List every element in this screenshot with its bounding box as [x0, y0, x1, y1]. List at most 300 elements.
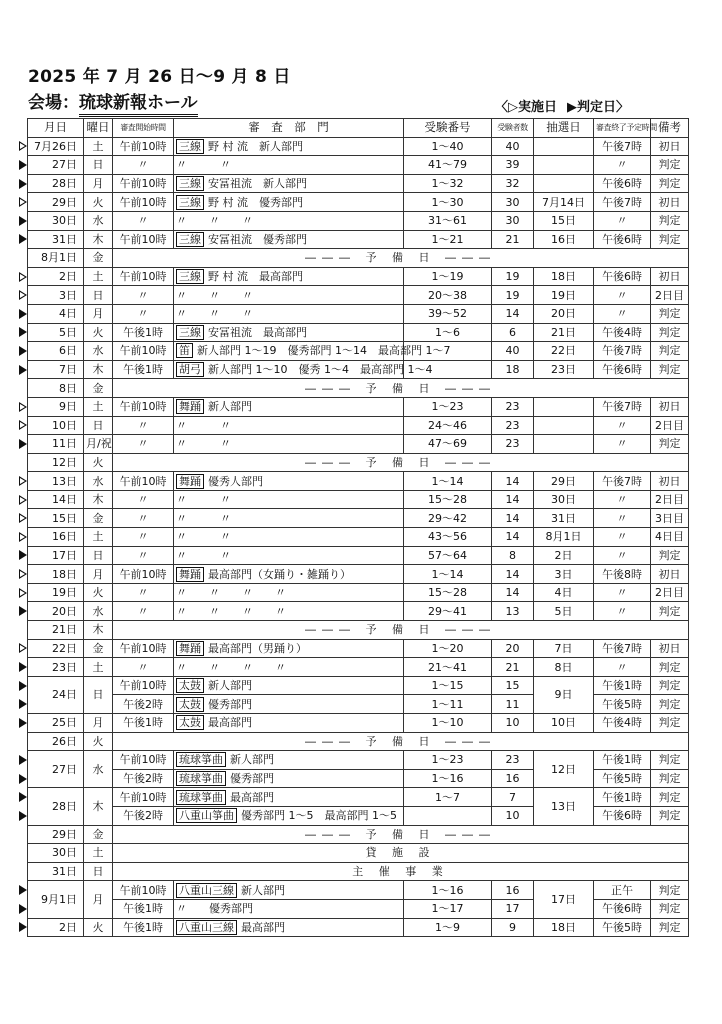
table-header-row — [28, 119, 689, 138]
table-row — [28, 602, 689, 621]
reserve-note: ――― 予 備 日 ――― — [113, 453, 689, 472]
start-time-cell: 午後2時 — [113, 695, 174, 714]
table-row — [28, 453, 689, 472]
date-cell: 15日 — [28, 509, 84, 528]
department-text: 新人部門 — [230, 753, 274, 767]
exam-number-cell: 21～41 — [404, 658, 492, 677]
table-row — [28, 732, 689, 751]
notes-cell: 2日目 — [651, 286, 689, 305]
lottery-date-cell: 4日 — [534, 583, 594, 602]
start-time-cell: 午前10時 — [113, 174, 174, 193]
start-time-cell: 〃 — [113, 416, 174, 435]
examinee-count-cell: 11 — [492, 695, 534, 714]
date-cell: 28日 — [28, 788, 84, 825]
department-cell — [174, 602, 404, 621]
department-cell — [174, 435, 404, 454]
end-time-cell: 午後5時 — [594, 769, 651, 788]
category-badge: 舞踊 — [176, 641, 204, 656]
table-row — [28, 639, 689, 658]
exam-day-marker-icon — [19, 495, 27, 505]
examinee-count-cell: 14 — [492, 583, 534, 602]
exam-day-marker-icon — [19, 197, 27, 207]
department-cell — [174, 806, 404, 825]
lottery-date-cell: 18日 — [534, 267, 594, 286]
department-cell — [174, 546, 404, 565]
department-text: 最高部門 — [241, 920, 285, 934]
table-row — [28, 360, 689, 379]
dow-cell: 木 — [84, 360, 113, 379]
table-row — [28, 230, 689, 249]
exam-day-marker-icon — [19, 272, 27, 282]
department-text: 優秀人部門 — [208, 474, 263, 488]
judgement-day-marker-icon — [19, 755, 27, 765]
exam-number-cell: 1～14 — [404, 565, 492, 584]
notes-cell: 判定 — [651, 788, 689, 807]
lottery-date-cell — [534, 156, 594, 175]
judgement-day-marker-icon — [19, 904, 27, 914]
start-time-cell: 〃 — [113, 286, 174, 305]
exam-number-cell: 1～10 — [404, 714, 492, 733]
end-time-cell: 午後4時 — [594, 323, 651, 342]
start-time-cell: 午前10時 — [113, 230, 174, 249]
notes-cell: 判定 — [651, 899, 689, 918]
table-row — [28, 193, 689, 212]
examinee-count-cell: 19 — [492, 267, 534, 286]
notes-cell: 判定 — [651, 676, 689, 695]
examinee-count-cell: 10 — [492, 714, 534, 733]
end-time-cell: 午後1時 — [594, 788, 651, 807]
lottery-date-cell: 29日 — [534, 472, 594, 491]
lottery-date-cell: 12日 — [534, 751, 594, 788]
department-cell — [174, 676, 404, 695]
dow-cell: 土 — [84, 267, 113, 286]
notes-cell: 初日 — [651, 137, 689, 156]
notes-cell: 判定 — [651, 230, 689, 249]
date-range: 2025 年 7 月 26 日～9 月 8 日 — [28, 67, 291, 87]
department-text: 〃 〃 〃 — [176, 288, 253, 302]
start-time-cell: 〃 — [113, 658, 174, 677]
category-badge: 舞踊 — [176, 567, 204, 582]
exam-day-marker-icon — [19, 643, 27, 653]
table-row — [28, 844, 689, 863]
start-time-cell: 午前10時 — [113, 788, 174, 807]
dow-cell: 水 — [84, 602, 113, 621]
date-cell: 13日 — [28, 472, 84, 491]
table-row — [28, 490, 689, 509]
date-cell: 19日 — [28, 583, 84, 602]
department-text: 優秀部門 1～5 最高部門 1～5 — [241, 809, 397, 823]
department-text: 最高部門（男踊り） — [208, 641, 307, 655]
date-cell: 26日 — [28, 732, 84, 751]
date-cell: 14日 — [28, 490, 84, 509]
dow-cell: 土 — [84, 658, 113, 677]
department-cell — [174, 137, 404, 156]
end-time-cell: 午後7時 — [594, 193, 651, 212]
end-time-cell: 午後7時 — [594, 397, 651, 416]
col-exam-number: 受験番号 — [404, 119, 492, 138]
lottery-date-cell: 22日 — [534, 342, 594, 361]
date-cell: 17日 — [28, 546, 84, 565]
category-badge: 胡弓 — [176, 362, 204, 377]
exam-day-marker-icon — [19, 588, 27, 598]
dow-cell: 水 — [84, 751, 113, 788]
category-badge: 舞踊 — [176, 399, 204, 414]
table-row — [28, 416, 689, 435]
table-row — [28, 825, 689, 844]
notes-cell: 4日目 — [651, 528, 689, 547]
department-text: 最高部門（女踊り・雑踊り） — [208, 567, 351, 581]
department-text: 〃 優秀部門 — [176, 902, 253, 916]
department-cell — [174, 323, 404, 342]
end-time-cell: 午後6時 — [594, 230, 651, 249]
exam-number-cell: 57～64 — [404, 546, 492, 565]
department-text: 新人部門 1～10 優秀 1～4 最高部門 1～4 — [208, 363, 433, 377]
notes-cell: 判定 — [651, 714, 689, 733]
end-time-cell: 正午 — [594, 881, 651, 900]
table-row — [28, 435, 689, 454]
examinee-count-cell: 15 — [492, 676, 534, 695]
table-row — [28, 676, 689, 695]
examinee-count-cell: 30 — [492, 211, 534, 230]
dow-cell: 土 — [84, 844, 113, 863]
department-cell — [174, 881, 404, 900]
date-cell: 18日 — [28, 565, 84, 584]
department-text: 安冨祖流 優秀部門 — [208, 232, 307, 246]
date-cell: 24日 — [28, 676, 84, 713]
col-lottery-date: 抽選日 — [534, 119, 594, 138]
date-cell: 29日 — [28, 193, 84, 212]
lottery-date-cell: 18日 — [534, 918, 594, 937]
lottery-date-cell: 15日 — [534, 211, 594, 230]
exam-number-cell: 1～23 — [404, 397, 492, 416]
category-badge: 三線 — [176, 195, 204, 210]
start-time-cell: 午前10時 — [113, 472, 174, 491]
dow-cell: 土 — [84, 528, 113, 547]
lottery-date-cell: 21日 — [534, 323, 594, 342]
dow-cell: 日 — [84, 546, 113, 565]
exam-number-cell: 47～69 — [404, 435, 492, 454]
venue-name: 琉球新報ホール — [79, 93, 198, 117]
dow-cell: 火 — [84, 323, 113, 342]
category-badge: 八重山箏曲 — [176, 808, 237, 823]
exam-number-cell: 1～40 — [404, 137, 492, 156]
notes-cell: 初日 — [651, 267, 689, 286]
examinee-count-cell: 9 — [492, 918, 534, 937]
col-start-time: 審査開始時間 — [113, 119, 174, 138]
lottery-date-cell: 19日 — [534, 286, 594, 305]
department-text: 〃 〃 〃 — [176, 307, 253, 321]
examinee-count-cell: 40 — [492, 342, 534, 361]
lottery-date-cell: 2日 — [534, 546, 594, 565]
examinee-count-cell: 40 — [492, 137, 534, 156]
exam-day-marker-icon — [19, 402, 27, 412]
notes-cell: 初日 — [651, 639, 689, 658]
date-cell: 8日 — [28, 379, 84, 398]
start-time-cell: 〃 — [113, 602, 174, 621]
date-cell: 11日 — [28, 435, 84, 454]
table-row — [28, 658, 689, 677]
dow-cell: 日 — [84, 676, 113, 713]
department-text: 最高部門 — [230, 790, 274, 804]
table-row — [28, 583, 689, 602]
start-time-cell: 〃 — [113, 583, 174, 602]
category-badge: 三線 — [176, 325, 204, 340]
end-time-cell: 午後6時 — [594, 806, 651, 825]
judgement-day-marker-icon — [19, 885, 27, 895]
start-time-cell: 〃 — [113, 304, 174, 323]
start-time-cell: 午前10時 — [113, 397, 174, 416]
department-cell — [174, 695, 404, 714]
notes-cell: 3日目 — [651, 509, 689, 528]
end-time-cell: 〃 — [594, 490, 651, 509]
category-badge: 太鼓 — [176, 697, 204, 712]
notes-cell: 初日 — [651, 472, 689, 491]
legend-open-day: 〈▷実施日 — [495, 100, 557, 115]
department-cell — [174, 639, 404, 658]
examinee-count-cell: 30 — [492, 193, 534, 212]
start-time-cell: 午後1時 — [113, 360, 174, 379]
exam-number-cell: 1～21 — [404, 230, 492, 249]
dow-cell: 木 — [84, 490, 113, 509]
examinee-count-cell: 14 — [492, 490, 534, 509]
exam-number-cell: 1～9 — [404, 918, 492, 937]
judgement-day-marker-icon — [19, 160, 27, 170]
category-badge: 琉球箏曲 — [176, 771, 226, 786]
judgement-day-marker-icon — [19, 327, 27, 337]
exam-day-marker-icon — [19, 532, 27, 542]
table-row — [28, 342, 689, 361]
end-time-cell: 午後6時 — [594, 360, 651, 379]
examinee-count-cell: 14 — [492, 472, 534, 491]
notes-cell: 2日目 — [651, 416, 689, 435]
exam-number-cell: 41～79 — [404, 156, 492, 175]
examinee-count-cell: 23 — [492, 435, 534, 454]
start-time-cell: 午前10時 — [113, 676, 174, 695]
dow-cell: 水 — [84, 342, 113, 361]
start-time-cell: 午前10時 — [113, 193, 174, 212]
table-row — [28, 751, 689, 770]
start-time-cell: 午後2時 — [113, 769, 174, 788]
lottery-date-cell — [534, 435, 594, 454]
table-row — [28, 788, 689, 807]
department-cell — [174, 267, 404, 286]
notes-cell: 判定 — [651, 211, 689, 230]
date-cell: 2日 — [28, 267, 84, 286]
dow-cell: 木 — [84, 230, 113, 249]
start-time-cell: 午後1時 — [113, 899, 174, 918]
lottery-date-cell: 8日 — [534, 658, 594, 677]
exam-day-marker-icon — [19, 141, 27, 151]
department-cell — [174, 211, 404, 230]
end-time-cell: 午後7時 — [594, 137, 651, 156]
dow-cell: 金 — [84, 639, 113, 658]
examinee-count-cell: 17 — [492, 899, 534, 918]
exam-number-cell — [404, 806, 492, 825]
exam-day-marker-icon — [19, 513, 27, 523]
lottery-date-cell: 23日 — [534, 360, 594, 379]
notes-cell: 2日目 — [651, 490, 689, 509]
department-cell — [174, 230, 404, 249]
dow-cell: 火 — [84, 193, 113, 212]
table-row — [28, 509, 689, 528]
exam-number-cell: 1～6 — [404, 323, 492, 342]
department-cell — [174, 714, 404, 733]
category-badge: 太鼓 — [176, 715, 204, 730]
table-row — [28, 174, 689, 193]
department-cell — [174, 658, 404, 677]
date-cell: 30日 — [28, 844, 84, 863]
department-cell — [174, 286, 404, 305]
department-text: 〃 〃 — [176, 493, 231, 507]
dow-cell: 金 — [84, 249, 113, 268]
examinee-count-cell: 13 — [492, 602, 534, 621]
table-row — [28, 304, 689, 323]
judgement-day-marker-icon — [19, 179, 27, 189]
date-cell: 8月1日 — [28, 249, 84, 268]
notes-cell: 判定 — [651, 658, 689, 677]
lottery-date-cell: 17日 — [534, 881, 594, 918]
notes-cell: 判定 — [651, 751, 689, 770]
judgement-day-marker-icon — [19, 606, 27, 616]
end-time-cell: 午後7時 — [594, 639, 651, 658]
start-time-cell: 〃 — [113, 490, 174, 509]
end-time-cell: 午後8時 — [594, 565, 651, 584]
notes-cell: 判定 — [651, 174, 689, 193]
judgement-day-marker-icon — [19, 346, 27, 356]
end-time-cell: 午後1時 — [594, 676, 651, 695]
examinee-count-cell: 20 — [492, 639, 534, 658]
start-time-cell: 午前10時 — [113, 137, 174, 156]
notes-cell: 初日 — [651, 565, 689, 584]
exam-number-cell: 24～46 — [404, 416, 492, 435]
end-time-cell: 午後5時 — [594, 918, 651, 937]
col-end-time: 審査終了予定時間 — [594, 119, 651, 138]
judgement-day-marker-icon — [19, 309, 27, 319]
exam-number-cell: 43～56 — [404, 528, 492, 547]
schedule-table — [27, 118, 689, 937]
date-cell: 9月1日 — [28, 881, 84, 918]
end-time-cell: 〃 — [594, 416, 651, 435]
notes-cell: 2日目 — [651, 583, 689, 602]
legend — [495, 96, 639, 115]
department-cell — [174, 899, 404, 918]
notes-cell: 初日 — [651, 397, 689, 416]
date-cell: 10日 — [28, 416, 84, 435]
examinee-count-cell: 7 — [492, 788, 534, 807]
start-time-cell: 午前10時 — [113, 751, 174, 770]
department-cell — [174, 416, 404, 435]
date-cell: 5日 — [28, 323, 84, 342]
end-time-cell: 〃 — [594, 602, 651, 621]
dow-cell: 日 — [84, 286, 113, 305]
dow-cell: 日 — [84, 156, 113, 175]
department-text: 野 村 流 最高部門 — [208, 270, 303, 284]
col-department: 審 査 部 門 — [174, 119, 404, 138]
examinee-count-cell: 14 — [492, 528, 534, 547]
table-row — [28, 714, 689, 733]
lottery-date-cell — [534, 397, 594, 416]
col-dow: 曜日 — [84, 119, 113, 138]
category-badge: 三線 — [176, 176, 204, 191]
date-cell: 31日 — [28, 862, 84, 881]
judgement-day-marker-icon — [19, 439, 27, 449]
dow-cell: 火 — [84, 918, 113, 937]
examinee-count-cell: 14 — [492, 565, 534, 584]
exam-number-cell: 29～41 — [404, 602, 492, 621]
date-cell: 23日 — [28, 658, 84, 677]
examinee-count-cell: 14 — [492, 509, 534, 528]
notes-cell: 判定 — [651, 769, 689, 788]
dow-cell: 木 — [84, 788, 113, 825]
reserve-note: ――― 予 備 日 ――― — [113, 379, 689, 398]
department-text: 新人部門 — [208, 400, 252, 414]
notes-cell: 判定 — [651, 304, 689, 323]
col-date: 月日 — [28, 119, 84, 138]
end-time-cell: 午後4時 — [594, 714, 651, 733]
exam-day-marker-icon — [19, 420, 27, 430]
dow-cell: 火 — [84, 732, 113, 751]
notes-cell: 判定 — [651, 156, 689, 175]
judgement-day-marker-icon — [19, 216, 27, 226]
examinee-count-cell: 16 — [492, 769, 534, 788]
lottery-date-cell: 31日 — [534, 509, 594, 528]
lottery-date-cell: 10日 — [534, 714, 594, 733]
start-time-cell: 午前10時 — [113, 565, 174, 584]
date-cell: 9日 — [28, 397, 84, 416]
judgement-day-marker-icon — [19, 681, 27, 691]
judgement-day-marker-icon — [19, 811, 27, 821]
dow-cell: 月 — [84, 304, 113, 323]
end-time-cell: 午後7時 — [594, 472, 651, 491]
department-cell — [174, 360, 433, 379]
table-row — [28, 379, 689, 398]
category-badge: 笛 — [176, 343, 193, 358]
department-text: 安冨祖流 最高部門 — [208, 325, 307, 339]
end-time-cell: 〃 — [594, 435, 651, 454]
venue-line — [28, 88, 198, 113]
examinee-count-cell: 32 — [492, 174, 534, 193]
lottery-date-cell: 5日 — [534, 602, 594, 621]
dow-cell: 月/祝 — [84, 435, 113, 454]
date-cell: 27日 — [28, 156, 84, 175]
table-row — [28, 137, 689, 156]
exam-number-cell: 1～15 — [404, 676, 492, 695]
exam-number-cell: 1～19 — [404, 267, 492, 286]
exam-day-marker-icon — [19, 569, 27, 579]
exam-number-cell: 1～16 — [404, 769, 492, 788]
judgement-day-marker-icon — [19, 550, 27, 560]
department-cell — [174, 565, 404, 584]
table-row — [28, 397, 689, 416]
department-text: 優秀部門 — [208, 697, 252, 711]
table-row — [28, 862, 689, 881]
notes-cell: 判定 — [651, 342, 689, 361]
lottery-date-cell: 16日 — [534, 230, 594, 249]
date-cell: 20日 — [28, 602, 84, 621]
examinee-count-cell: 10 — [492, 806, 534, 825]
dow-cell: 水 — [84, 211, 113, 230]
examinee-count-cell: 16 — [492, 881, 534, 900]
examinee-count-cell: 8 — [492, 546, 534, 565]
end-time-cell: 午後7時 — [594, 342, 651, 361]
start-time-cell: 午後2時 — [113, 806, 174, 825]
examinee-count-cell: 14 — [492, 304, 534, 323]
col-examinee-count: 受験者数 — [492, 119, 534, 138]
date-cell: 6日 — [28, 342, 84, 361]
notes-cell: 判定 — [651, 806, 689, 825]
date-cell: 30日 — [28, 211, 84, 230]
lottery-date-cell: 30日 — [534, 490, 594, 509]
